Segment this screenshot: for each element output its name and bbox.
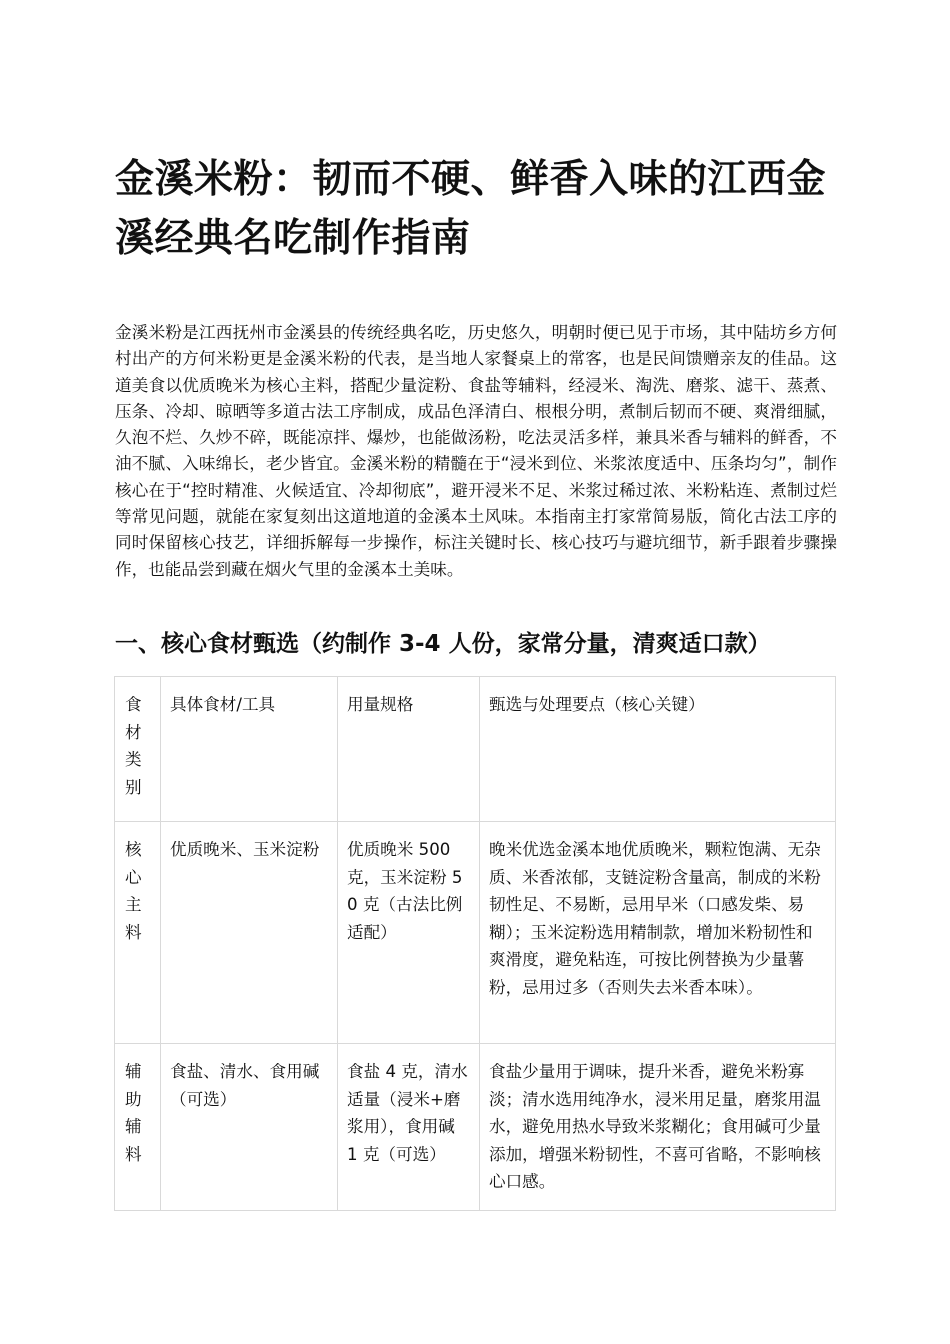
ingredients-table xyxy=(114,676,836,1211)
cell-notes: 晚米优选金溪本地优质晚米，颗粒饱满、无杂质、米香浓郁，支链淀粉含量高，制成的米粉韧性足、不易断，忌用早米（口感发柴、易糊）；玉米淀粉选用精制款，增加米粉韧性和爽滑度，避免粘连，可按比例替换为少量薯粉，忌用过多（否则失去米香本味）。 xyxy=(480,822,836,1044)
cell-category: 核心主料 xyxy=(115,822,161,1044)
cell-items: 食盐、清水、食用碱（可选） xyxy=(161,1044,338,1211)
table-row xyxy=(115,1044,836,1211)
header-notes: 甄选与处理要点（核心关键） xyxy=(480,677,836,822)
header-items: 具体食材/工具 xyxy=(161,677,338,822)
table-header-row xyxy=(115,677,836,822)
cell-notes: 食盐少量用于调味，提升米香，避免米粉寡淡；清水选用纯净水，浸米用足量，磨浆用温水，避免用热水导致米浆糊化；食用碱可少量添加，增强米粉韧性，不喜可省略，不影响核心口感。 xyxy=(480,1044,836,1211)
cell-category: 辅助辅料 xyxy=(115,1044,161,1211)
intro-paragraph: 金溪米粉是江西抚州市金溪县的传统经典名吃，历史悠久，明朝时便已见于市场，其中陆坊乡方何村出产的方何米粉更是金溪米粉的代表，是当地人家餐桌上的常客，也是民间馈赠亲友的佳品。这道美食以优质晚米为核心主料，搭配少量淀粉、食盐等辅料，经浸米、淘洗、磨浆、滤干、蒸煮、压条、冷却、晾晒等多道古法工序制成，成品色泽清白、根根分明，煮制后韧而不硬、爽滑细腻，久泡不烂、久炒不碎，既能凉拌、爆炒，也能做汤粉，吃法灵活多样，兼具米香与辅料的鲜香，不油不腻、入味绵长，老少皆宜。金溪米粉的精髓在于“浸米到位、米浆浓度适中、压条均匀”，制作核心在于“控时精准、火候适宜、冷却彻底”，避开浸米不足、米浆过稀过浓、米粉粘连、煮制过烂等常见问题，就能在家复刻出这道地道的金溪本土风味。本指南主打家常简易版，简化古法工序的同时保留核心技艺，详细拆解每一步操作，标注关键时长、核心技巧与避坑细节，新手跟着步骤操作，也能品尝到藏在烟火气里的金溪本土美味。 xyxy=(115,323,837,579)
cell-items: 优质晚米、玉米淀粉 xyxy=(161,822,338,1044)
header-amount: 用量规格 xyxy=(338,677,480,822)
cell-amount: 优质晚米 500 克，玉米淀粉 50 克（古法比例适配） xyxy=(338,822,480,1044)
cell-amount: 食盐 4 克，清水适量（浸米+磨浆用），食用碱 1 克（可选） xyxy=(338,1044,480,1211)
header-category: 食材类别 xyxy=(115,677,161,822)
page-title: 金溪米粉：韧而不硬、鲜香入味的江西金溪经典名吃制作指南 xyxy=(115,157,827,261)
table-row xyxy=(115,822,836,1044)
section-heading: 一、核心食材甄选（约制作 3-4 人份，家常分量，清爽适口款） xyxy=(115,631,771,657)
